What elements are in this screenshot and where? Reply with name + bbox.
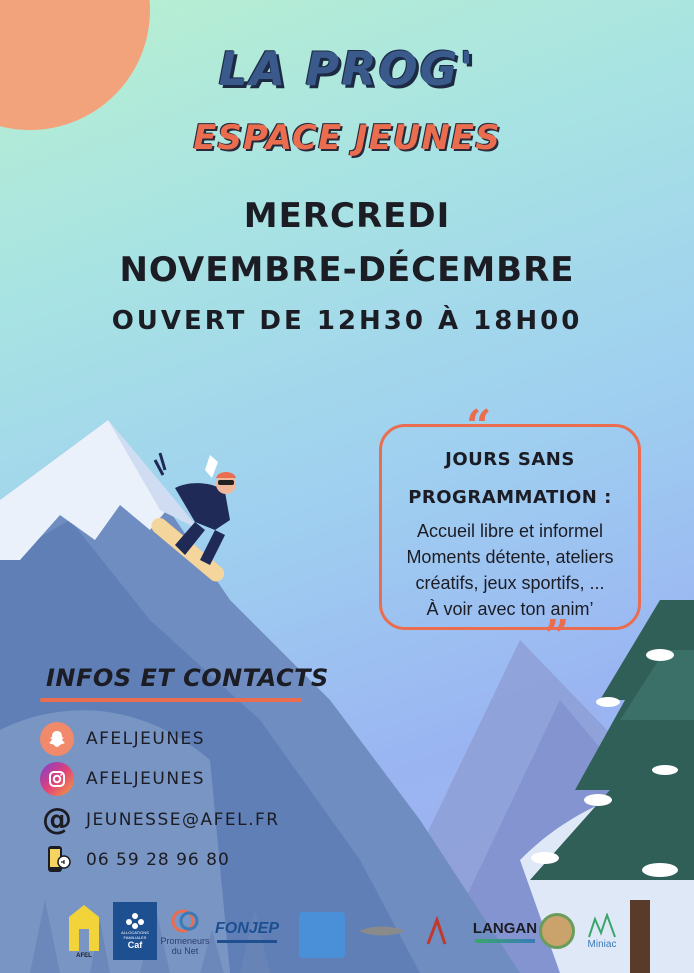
quote-line: créatifs, jeux sportifs, ... — [415, 573, 605, 593]
partner-logo-circle — [538, 896, 576, 966]
contact-text: AFELJEUNES — [86, 729, 206, 749]
partner-logo-boat — [352, 896, 412, 966]
close-quote-icon: ” — [544, 611, 570, 662]
quote-title-line2: PROGRAMMATION : — [408, 487, 612, 508]
contact-phone[interactable] — [40, 843, 230, 877]
promeneurs-logo: Promeneurs du Net — [160, 896, 210, 966]
heading-underline — [40, 698, 302, 702]
caf-logo: ALLOCATIONS FAMILIALES Caf — [110, 896, 160, 966]
partner-logo-red — [418, 896, 464, 966]
phone-icon — [40, 843, 74, 877]
quote-line: Moments détente, ateliers — [406, 547, 614, 567]
quote-box — [379, 401, 641, 662]
contacts-heading: INFOS ET CONTACTS — [46, 664, 329, 692]
open-quote-icon: “ — [466, 401, 492, 452]
contact-text: 06 59 28 96 80 — [86, 850, 230, 870]
page-subtitle: ESPACE JEUNES — [193, 118, 501, 158]
page-title: LA PROG' — [218, 42, 476, 96]
at-sign-icon: @ — [42, 802, 72, 837]
partner-logo-blue — [298, 904, 346, 966]
contact-text: JEUNESSE@AFEL.FR — [86, 810, 280, 830]
partner-logos — [0, 896, 694, 973]
miniac-logo: Miniac — [578, 896, 626, 966]
afel-logo: AFEL — [62, 896, 106, 966]
quote-line: À voir avec ton anim’ — [426, 599, 594, 619]
snapchat-icon — [40, 722, 74, 756]
period-label: NOVEMBRE-DÉCEMBRE — [119, 250, 575, 290]
quote-title-line1: JOURS SANS — [445, 449, 575, 470]
langan-logo: LANGAN — [470, 896, 540, 966]
instagram-icon — [40, 762, 74, 796]
day-label: MERCREDI — [243, 196, 451, 236]
quote-line: Accueil libre et informel — [416, 521, 604, 541]
contact-snapchat[interactable] — [40, 722, 205, 756]
hours-label: OUVERT DE 12H30 À 18H00 — [111, 306, 583, 336]
contact-text: AFELJEUNES — [86, 769, 206, 789]
contact-instagram[interactable] — [40, 762, 205, 796]
contact-email[interactable] — [40, 803, 280, 837]
fonjep-logo: FONJEP — [212, 896, 282, 966]
